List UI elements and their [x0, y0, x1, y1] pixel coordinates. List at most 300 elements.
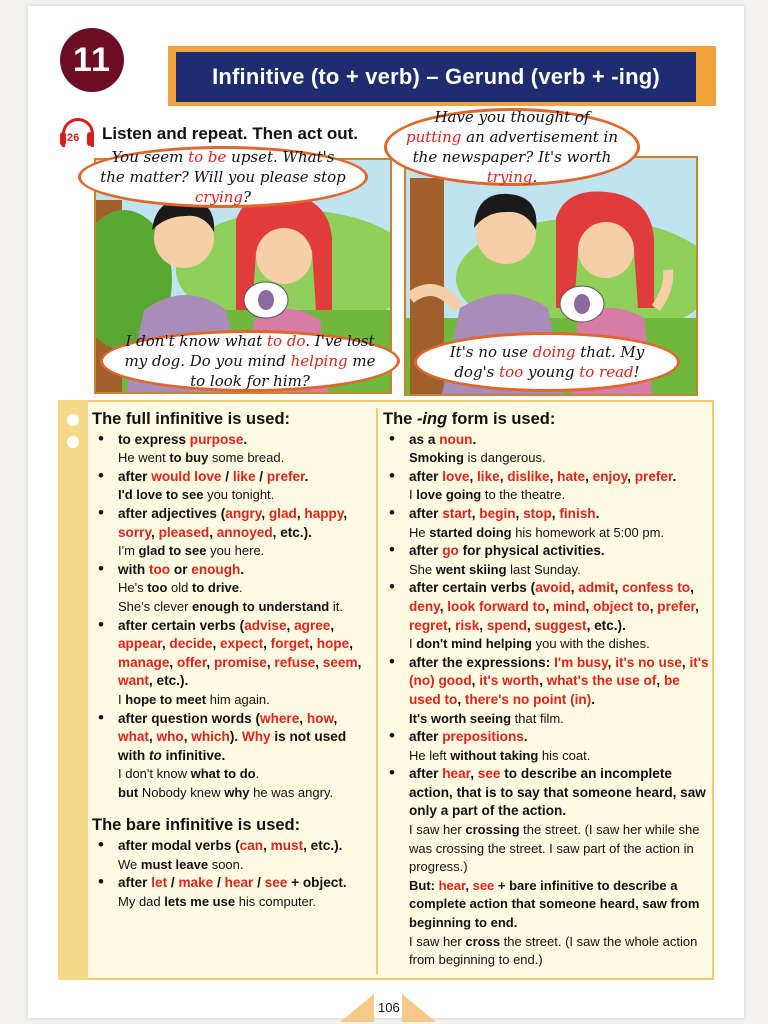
rule-item: [92, 837, 372, 856]
rule-text-run: , etc.).: [303, 838, 343, 854]
rule-text-run: .: [672, 468, 677, 484]
bubble-text-run: helping: [290, 352, 348, 370]
rule-text-run: would love: [151, 468, 222, 484]
example-run: Smoking: [409, 450, 464, 466]
rule-text-run: ,: [309, 636, 317, 652]
unit-number-badge: [60, 28, 124, 92]
example-run: to buy: [169, 450, 209, 466]
example-run: that film.: [511, 710, 564, 726]
rule-text-run: ,: [614, 580, 623, 596]
rule-text-run: or: [170, 561, 192, 577]
rule-text-run: start: [442, 505, 472, 521]
rule-text-run: sorry: [118, 524, 151, 540]
full-infinitive-rules: [92, 428, 372, 803]
rule-text-run: there's no point (in): [464, 691, 592, 707]
example-run: enough to understand: [192, 598, 330, 614]
rule-text-run: ,: [333, 710, 338, 726]
rule-text-run: Why: [241, 729, 271, 745]
bullet-icon: •: [389, 577, 395, 597]
rule-text-run: ,: [357, 654, 362, 670]
rule-item: [92, 614, 372, 691]
example-run: hope to meet: [125, 691, 207, 707]
rule-text-run: suggest: [534, 617, 587, 633]
unit-number: 11: [73, 40, 111, 79]
rule-text-run: what's the use of: [546, 673, 657, 689]
rule-text-run: purpose: [189, 431, 244, 447]
rule-text-run: seem: [322, 654, 358, 670]
rule-text-run: after: [409, 468, 443, 484]
rule-item: [383, 579, 709, 635]
rule-item: [92, 465, 372, 487]
example-sentence: [383, 561, 709, 580]
rule-text-run: like: [477, 468, 500, 484]
rule-text-run: ,: [266, 654, 275, 670]
rule-text: [118, 617, 372, 691]
rule-text: [118, 874, 372, 893]
rule-text-run: go: [442, 543, 459, 559]
rule-text-run: ,: [526, 617, 535, 633]
rule-text-run: ,: [470, 766, 478, 782]
heading-run: -ing: [416, 410, 448, 428]
headphones-right-ear: [87, 132, 93, 146]
strip-dot: [67, 414, 79, 426]
rule-item: [383, 502, 709, 524]
bullet-icon: •: [389, 651, 395, 671]
rule-text-run: after adjectives (: [118, 505, 226, 521]
rule-text: [409, 765, 709, 821]
rule-text-run: ,: [585, 598, 594, 614]
rule-text-run: enough: [191, 561, 241, 577]
example-run: My dad: [118, 893, 165, 909]
rule-text-run: manage: [118, 654, 170, 670]
rule-text-run: agree: [294, 617, 331, 633]
rule-text-run: see: [264, 875, 288, 891]
rule-text-run: pleased: [158, 524, 210, 540]
rule-text-run: ,: [315, 654, 323, 670]
rule-item: [92, 874, 372, 893]
rule-text-run: prepositions: [442, 729, 524, 745]
rule-text-run: ,: [343, 505, 348, 521]
rule-text-run: .: [240, 561, 245, 577]
rule-text-run: avoid: [535, 580, 571, 596]
rule-text-run: ,: [439, 598, 448, 614]
example-sentence: [92, 486, 372, 505]
rule-text-run: after: [409, 766, 443, 782]
rule-text-run: .: [595, 505, 600, 521]
example-run: is dangerous.: [463, 450, 546, 466]
rule-text-run: ,: [209, 524, 217, 540]
example-run: I'm: [118, 543, 139, 559]
example-sentence: [383, 710, 709, 729]
rule-text-run: object to: [593, 598, 650, 614]
bubble-text-run: It's no use: [449, 343, 533, 361]
example-run: don't mind helping: [416, 636, 532, 652]
rule-text-run: .: [304, 468, 309, 484]
example-sentence: [92, 542, 372, 561]
example-run: love going: [416, 487, 482, 503]
rule-text-run: after the expressions:: [409, 654, 555, 670]
rule-text-run: after question words (: [118, 710, 260, 726]
rule-text-run: ,: [161, 636, 170, 652]
rule-text-run: ,: [690, 580, 694, 596]
rule-text-run: ,: [627, 468, 635, 484]
example-run: you tonight.: [203, 487, 275, 503]
rule-text: [118, 468, 372, 487]
rule-text-run: look forward to: [447, 598, 546, 614]
bubble-text-run: an advertisement in the newspaper? It's worth: [412, 128, 618, 166]
example-run: It's worth seeing: [409, 710, 512, 726]
bullet-icon: •: [389, 428, 395, 448]
rule-text-run: , etc.).: [586, 617, 626, 633]
bullet-icon: •: [389, 763, 395, 783]
rule-text-run: it's worth: [479, 673, 540, 689]
rule-text-run: .: [472, 431, 477, 447]
rule-text-run: .: [591, 691, 596, 707]
example-run: glad to see: [138, 543, 207, 559]
rule-text-run: + object.: [287, 875, 347, 891]
example-run: She's clever: [118, 598, 193, 614]
example-run: the street. (I saw the whole action from beginning to end.): [409, 933, 698, 968]
rule-text-run: ,: [151, 524, 159, 540]
rule-text-run: make: [178, 875, 214, 891]
bubble-text-run: !: [633, 363, 640, 381]
speech-bubble-2: [384, 108, 640, 186]
rule-text-run: after: [409, 729, 443, 745]
example-sentence: [92, 765, 372, 784]
tab-left-wing: [340, 994, 374, 1022]
rule-text-run: prefer: [634, 468, 673, 484]
rule-text-run: ,: [607, 654, 616, 670]
rule-text-run: ,: [469, 468, 478, 484]
audio-track-number: 26: [67, 132, 80, 144]
bubble-text-run: upset. What's the matter? Will you please stop: [100, 148, 346, 186]
rule-text-run: ,: [296, 505, 305, 521]
rule-text-run: /: [213, 875, 225, 891]
rule-text: [409, 505, 709, 524]
rule-item: [92, 558, 372, 580]
rule-text: [118, 710, 372, 766]
bubble-text-run: crying: [194, 188, 244, 206]
rule-text-run: ,: [549, 468, 558, 484]
rule-text-run: ,: [539, 673, 547, 689]
rule-text: [409, 579, 709, 635]
bubble-text-run: me to look for him?: [190, 352, 376, 390]
rule-text-run: offer: [176, 654, 207, 670]
example-run: him again.: [206, 691, 270, 707]
example-run: you with the dishes.: [531, 636, 650, 652]
example-run: hear: [438, 877, 466, 893]
rule-text-run: spend: [486, 617, 527, 633]
rule-text-run: prefer: [657, 598, 696, 614]
speech-bubble-3-text: [121, 331, 379, 391]
bubble-text-run: You seem: [111, 148, 189, 166]
rule-text-run: what: [118, 729, 149, 745]
rule-text-run: mind: [553, 598, 586, 614]
rule-text: [118, 837, 372, 856]
column-divider: [376, 408, 378, 974]
rule-text-run: happy: [304, 505, 344, 521]
ing-form-rules: [383, 428, 709, 970]
rule-text-run: infinitive.: [161, 747, 226, 763]
rule-text-run: ,: [570, 580, 579, 596]
rule-text-run: promise: [213, 654, 267, 670]
example-run: I: [409, 636, 417, 652]
example-run: soon.: [208, 856, 244, 872]
bubble-text-run: doing: [532, 343, 576, 361]
rule-text-run: deny: [409, 598, 440, 614]
rule-text-run: ).: [229, 729, 242, 745]
rule-text: [409, 542, 709, 561]
example-run: he was angry.: [249, 784, 334, 800]
rule-text-run: /: [253, 875, 265, 891]
rule-text-run: for physical activities.: [458, 543, 605, 559]
example-run: must leave: [140, 856, 209, 872]
rule-item: [383, 542, 709, 561]
bullet-icon: •: [98, 465, 104, 485]
example-run: why: [224, 784, 250, 800]
rule-text-run: ,: [263, 838, 271, 854]
rule-text-run: to: [148, 747, 162, 763]
rule-text-run: ,: [299, 710, 307, 726]
example-run: + bare infinitive to describe a complete action that someone heard, saw from beginning to end.: [409, 877, 700, 931]
rule-text-run: enjoy: [592, 468, 628, 484]
bubble-text-run: too: [499, 363, 524, 381]
rule-item: [383, 465, 709, 487]
example-sentence: [92, 691, 372, 710]
rule-text-run: forget: [270, 636, 310, 652]
rule-text-run: ,: [649, 598, 658, 614]
speech-bubble-4: [414, 332, 680, 392]
rule-text: [118, 505, 372, 542]
bullet-icon: •: [98, 872, 104, 892]
rule-text-run: is not used with: [118, 729, 347, 763]
heading-run: The: [383, 410, 417, 428]
rule-text-run: annoyed: [216, 524, 273, 540]
rule-text-run: after: [409, 505, 443, 521]
example-run: went skiing: [435, 561, 507, 577]
speech-bubble-3: [100, 330, 400, 392]
bubble-text-run: to read: [579, 363, 634, 381]
example-run: too: [147, 580, 168, 596]
rule-text-run: after: [118, 468, 152, 484]
rule-text-run: ,: [263, 636, 271, 652]
example-run: old: [167, 580, 193, 596]
rule-text: [118, 431, 372, 450]
rule-text-run: ,: [471, 505, 480, 521]
rule-text-run: ,: [551, 505, 560, 521]
strip-dot: [67, 436, 79, 448]
example-run: crossing: [465, 822, 520, 838]
example-sentence: [383, 747, 709, 766]
rule-text-run: stop: [523, 505, 552, 521]
example-sentence: [92, 784, 372, 803]
rule-text-run: .: [243, 431, 248, 447]
bubble-text-run: ?: [243, 188, 252, 206]
bubble-text-run: to be: [188, 148, 227, 166]
rule-item: [92, 502, 372, 542]
rule-item: [383, 728, 709, 747]
full-infinitive-heading: The full infinitive is used:: [92, 410, 291, 428]
example-run: some bread.: [208, 450, 285, 466]
rule-text-run: ,: [330, 617, 335, 633]
example-sentence: [383, 635, 709, 654]
example-sentence: [92, 893, 372, 912]
rule-text-run: ,: [206, 654, 214, 670]
rule-text-run: ,: [183, 729, 192, 745]
example-run: .: [255, 766, 260, 782]
speech-bubble-4-text: [435, 342, 659, 382]
rule-item: [92, 428, 372, 450]
headphones-icon[interactable]: [58, 118, 94, 154]
bubble-text-run: . I've lost my dog. Do you mind: [124, 332, 375, 370]
rule-text-run: to describe an incomplete action, that is to say that someone heard, saw only a part of the action.: [409, 766, 706, 819]
rule-text-run: hear: [442, 766, 471, 782]
example-run: you here.: [206, 543, 265, 559]
rule-text-run: hate: [557, 468, 586, 484]
example-run: his coat.: [538, 747, 591, 763]
rule-text-run: ,: [545, 598, 554, 614]
bullet-icon: •: [389, 502, 395, 522]
grammar-side-strip: [58, 400, 88, 980]
bullet-icon: •: [98, 428, 104, 448]
bubble-text-run: .: [532, 168, 538, 186]
bullet-icon: •: [389, 540, 395, 560]
bullet-icon: •: [98, 835, 104, 855]
rule-text-run: ,: [169, 654, 177, 670]
rule-text: [409, 654, 709, 710]
example-sentence: [383, 524, 709, 543]
rule-text-run: finish: [559, 505, 596, 521]
rule-text-run: after certain verbs (: [409, 580, 536, 596]
example-run: He: [409, 524, 430, 540]
rule-text-run: love: [442, 468, 470, 484]
bullet-icon: •: [98, 614, 104, 634]
rule-text-run: /: [221, 468, 233, 484]
headphones-left-ear: [60, 132, 66, 146]
rule-text-run: /: [167, 875, 179, 891]
rule-text-run: to express: [118, 431, 190, 447]
rule-text-run: like: [232, 468, 256, 484]
rule-text-run: with: [118, 561, 149, 577]
bubble-text-run: young: [523, 363, 580, 381]
example-run: what to do: [190, 766, 256, 782]
example-run: see: [472, 877, 495, 893]
rule-text-run: hear: [224, 875, 254, 891]
example-run: started doing: [429, 524, 512, 540]
rule-text-run: ,: [349, 636, 354, 652]
rule-text-run: as a: [409, 431, 440, 447]
infinitive-column: [92, 408, 372, 911]
example-run: He went: [118, 450, 170, 466]
rule-text-run: which: [191, 729, 230, 745]
ing-form-heading: [383, 410, 709, 429]
rule-item: [383, 651, 709, 710]
bubble-text-run: putting: [405, 128, 462, 146]
rule-text-run: hope: [316, 636, 350, 652]
bullet-icon: •: [389, 726, 395, 746]
rule-text-run: admit: [578, 580, 615, 596]
rule-text-run: angry: [225, 505, 262, 521]
example-run: his computer.: [235, 893, 317, 909]
rule-text-run: ,: [585, 468, 593, 484]
rule-text-run: after certain verbs (: [118, 617, 245, 633]
rule-text: [409, 431, 709, 450]
rule-text-run: where: [260, 710, 300, 726]
rule-text-run: ,: [471, 673, 480, 689]
example-run: I don't know: [118, 766, 191, 782]
page-title: Infinitive (to + verb) – Gerund (verb + -ing): [176, 52, 696, 102]
rule-text-run: too: [148, 561, 171, 577]
speech-bubble-2-text: [405, 107, 619, 187]
example-sentence: [383, 821, 709, 877]
example-run: to the theatre.: [481, 487, 566, 503]
example-sentence: [383, 486, 709, 505]
rule-text-run: advise: [244, 617, 287, 633]
bubble-text-run: Have you thought of: [434, 108, 590, 126]
example-sentence: [92, 856, 372, 875]
rule-text-run: how: [306, 710, 334, 726]
rule-text-run: it's (no) good: [409, 654, 709, 689]
rule-text-run: confess to: [622, 580, 691, 596]
example-sentence: [92, 449, 372, 468]
rule-item: [383, 428, 709, 450]
example-sentence: [383, 449, 709, 468]
example-run: She: [409, 561, 436, 577]
example-run: to drive: [192, 580, 239, 596]
rule-text-run: /: [255, 468, 267, 484]
rule-text: [409, 728, 709, 747]
example-run: last Sunday.: [506, 561, 581, 577]
rule-text-run: , etc.).: [272, 524, 312, 540]
example-run: He left: [409, 747, 451, 763]
rule-text-run: ,: [479, 617, 487, 633]
rule-text-run: after modal verbs (: [118, 838, 240, 854]
example-run: He's: [118, 580, 148, 596]
rule-text: [409, 468, 709, 487]
rule-text-run: risk: [455, 617, 480, 633]
instruction-text: Listen and repeat. Then act out.: [102, 124, 358, 143]
rule-text-run: ,: [212, 636, 221, 652]
bullet-icon: •: [98, 502, 104, 522]
speech-bubble-1-text: [99, 147, 347, 207]
rule-text-run: prefer: [266, 468, 305, 484]
example-run: the street. (I saw her while she was crossing the street. I saw part of the action in progress.): [409, 822, 700, 875]
ing-form-column: [383, 408, 709, 970]
bare-infinitive-rules: [92, 837, 372, 911]
page-number: 106: [378, 1000, 400, 1015]
rule-text: [118, 561, 372, 580]
example-run: We: [118, 856, 141, 872]
rule-text-run: ,: [656, 673, 664, 689]
rule-text-run: regret: [409, 617, 448, 633]
rule-text-run: begin: [479, 505, 516, 521]
bubble-text-run: to do: [267, 332, 306, 350]
rule-item: [383, 765, 709, 821]
rule-text-run: ,: [681, 654, 690, 670]
bullet-icon: •: [389, 465, 395, 485]
rule-text-run: let: [151, 875, 168, 891]
example-sentence: [383, 877, 709, 933]
bubble-text-run: I don't know what: [125, 332, 268, 350]
example-sentence: [92, 579, 372, 598]
rule-text-run: it's no use: [615, 654, 682, 670]
example-run: .: [238, 580, 243, 596]
rule-text-run: ,: [261, 505, 269, 521]
rule-text-run: decide: [169, 636, 213, 652]
rule-text-run: ,: [499, 468, 508, 484]
tab-right-wing: [402, 994, 436, 1022]
rule-text-run: noun: [439, 431, 473, 447]
